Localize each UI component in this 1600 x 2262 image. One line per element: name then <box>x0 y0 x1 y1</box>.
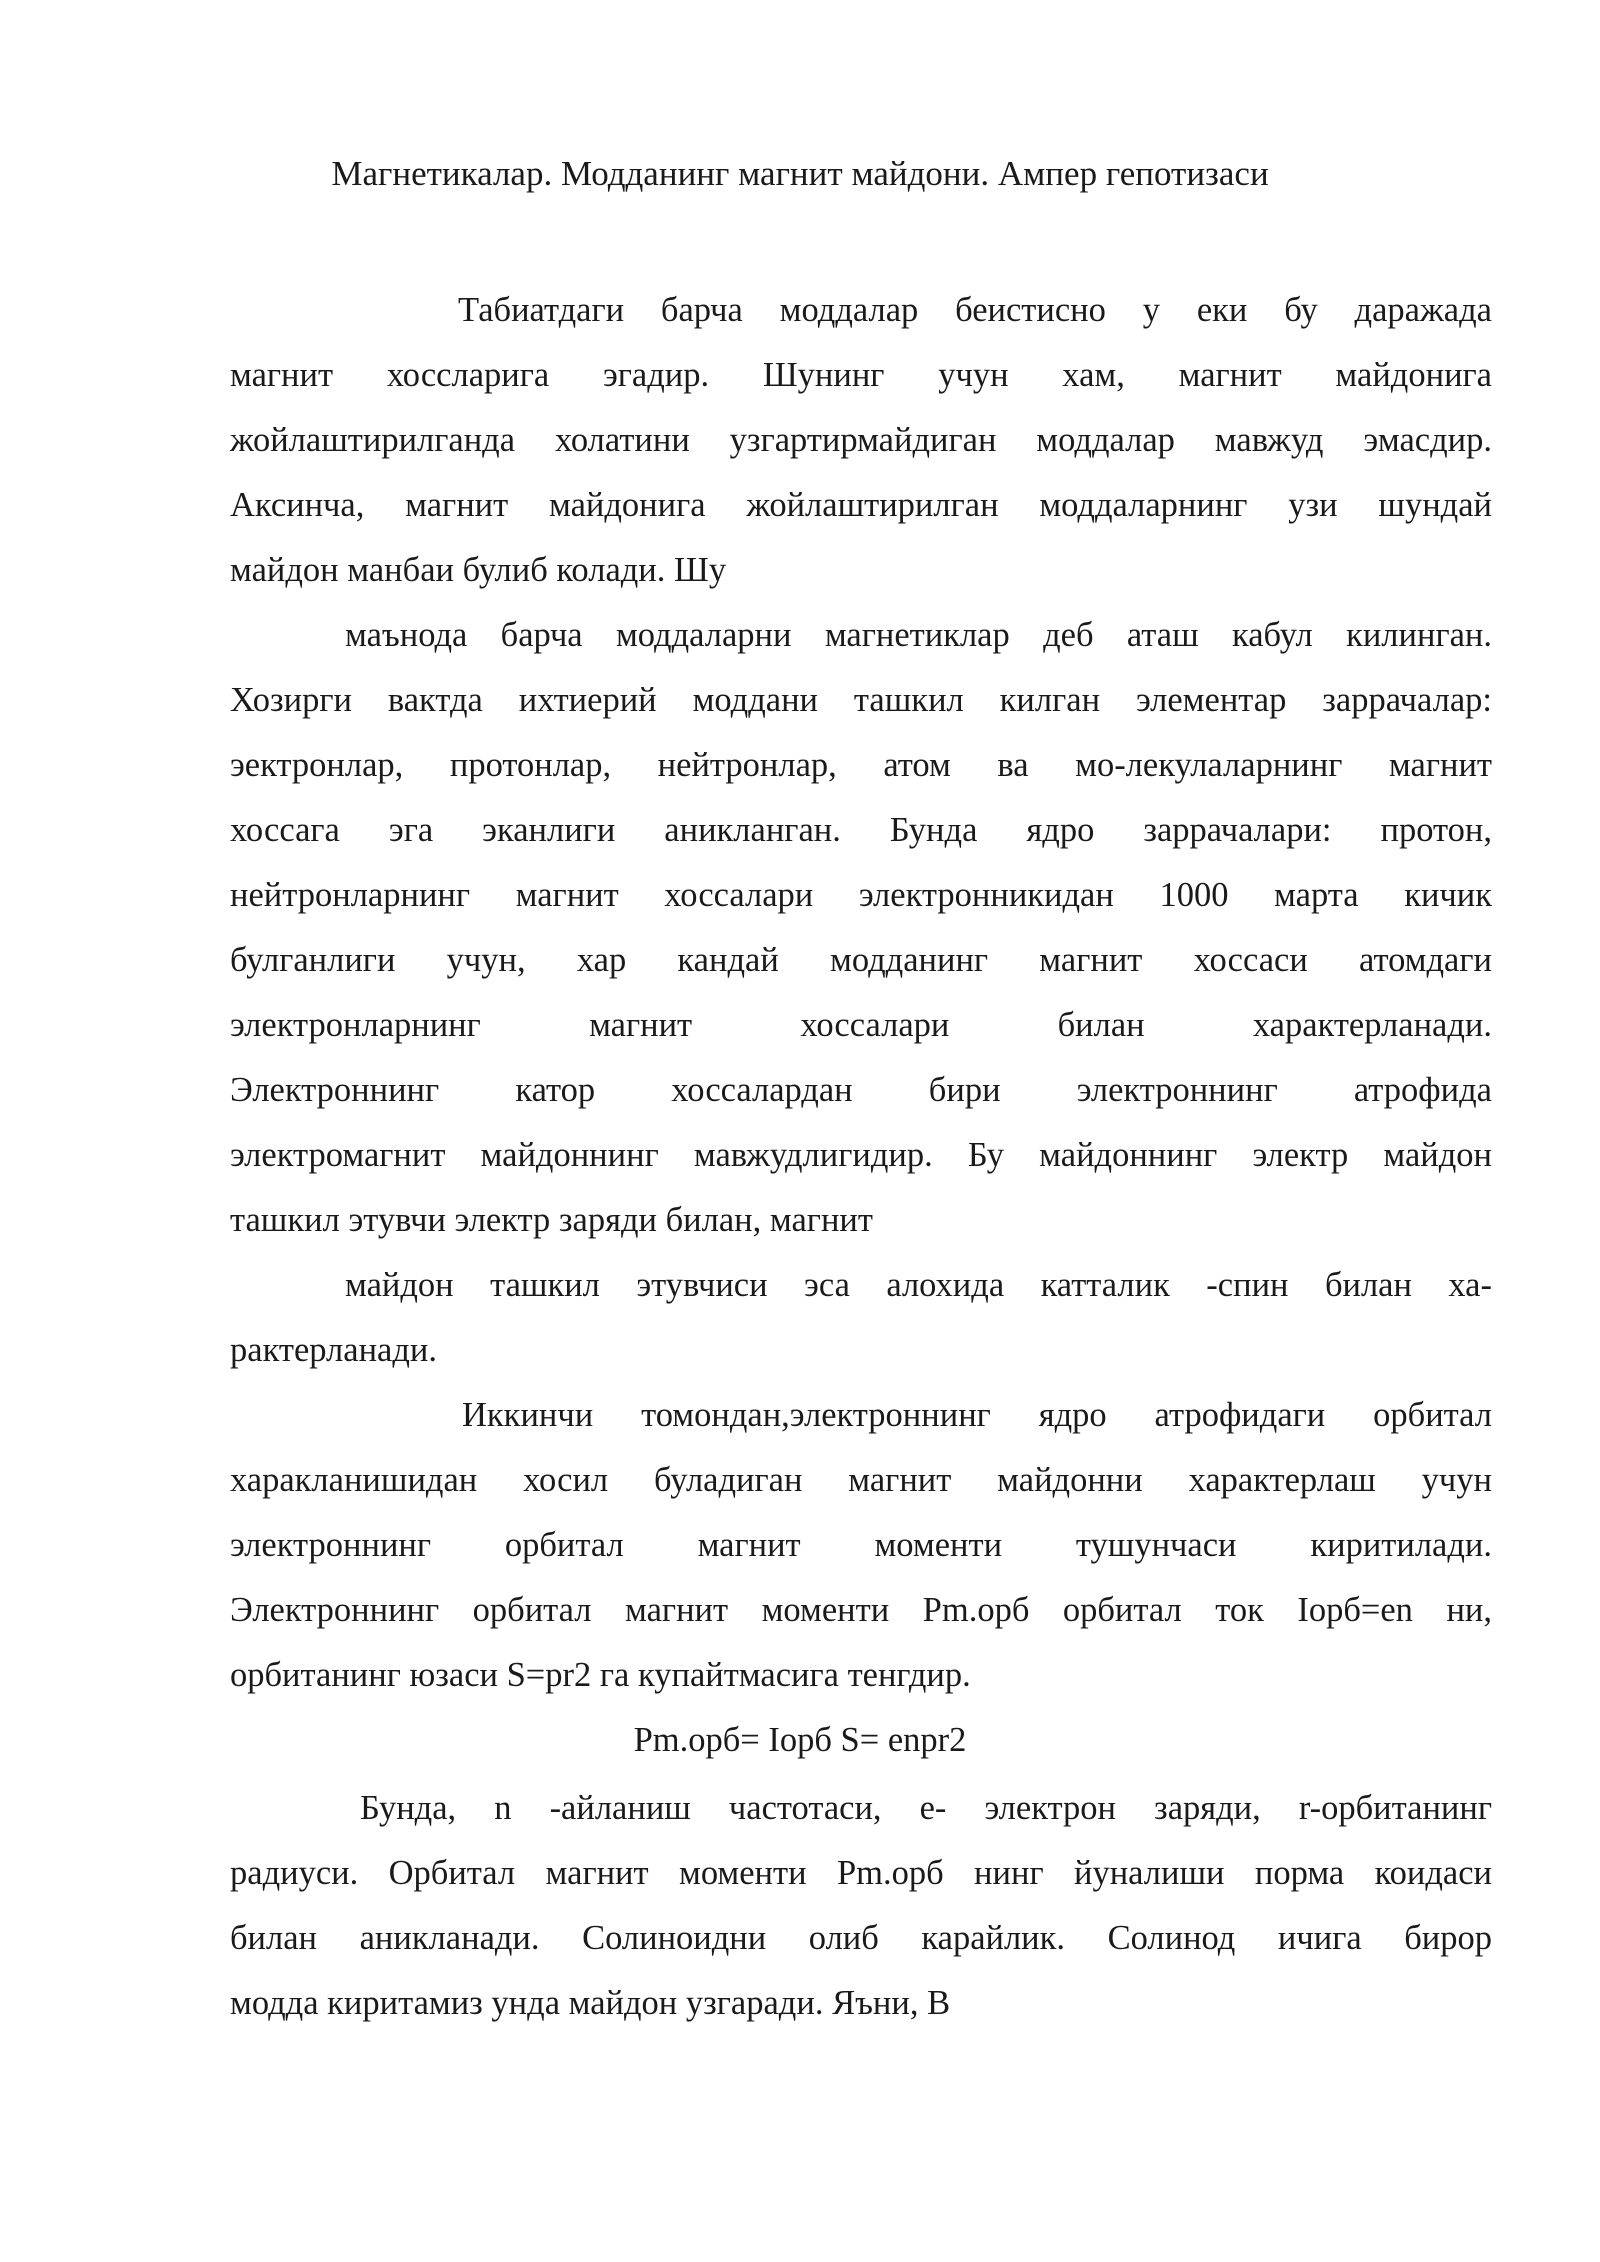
text-line: магнит хоссларига эгадир. Шунинг учун хам, магнит майдонига <box>230 356 1492 394</box>
text-line: электронларнинг магнит хоссалари билан характерланади. <box>230 1006 1492 1044</box>
text-line: булганлиги учун, хар кандай модданинг магнит хоссаси атомдаги <box>230 941 1492 979</box>
text-line: майдон манбаи булиб колади. Шу <box>230 551 727 589</box>
text-line: маънода барча моддаларни магнетиклар деб аташ кабул килинган. <box>345 616 1492 654</box>
text-line: ташкил этувчи электр заряди билан, магнит <box>230 1201 873 1239</box>
text-line: радиуси. Орбитал магнит моменти Pm.орб нинг йуналиши порма коидаси <box>230 1854 1492 1892</box>
formula: Pm.орб= Iорб S= enpr2 <box>633 1721 967 1759</box>
text-line: эектронлар, протонлар, нейтронлар, атом ва мо-лекулаларнинг магнит <box>230 746 1492 784</box>
text-line: нейтронларнинг магнит хоссалари электронникидан 1000 марта кичик <box>230 876 1492 914</box>
text-line: Электроннинг орбитал магнит моменти Pm.орб орбитал ток Iорб=en ни, <box>230 1591 1492 1629</box>
text-line: майдон ташкил этувчиси эса алохида катталик -спин билан ха- <box>345 1266 1492 1304</box>
text-line: Иккинчи томондан,электроннинг ядро атрофидаги орбитал <box>462 1396 1492 1434</box>
text-line: Табиатдаги барча моддалар беистисно у еки бу даражада <box>458 291 1492 329</box>
text-line: хоссага эга эканлиги аникланган. Бунда ядро заррачалари: протон, <box>230 811 1492 849</box>
document-title: Магнетикалар. Модданинг магнит майдони. Ампер гепотизаси <box>331 154 1269 193</box>
text-line: харакланишидан хосил буладиган магнит майдонни характерлаш учун <box>230 1461 1492 1499</box>
text-line: билан аникланади. Солиноидни олиб карайлик. Солинод ичига бирор <box>230 1919 1492 1957</box>
text-line: рактерланади. <box>230 1331 437 1369</box>
text-line: Электроннинг катор хоссалардан бири электроннинг атрофида <box>230 1071 1492 1109</box>
text-line: Бунда, n -айланиш частотаси, е- электрон заряди, r-орбитанинг <box>360 1789 1492 1827</box>
text-line: Хозирги вактда ихтиерий моддани ташкил килган элементар заррачалар: <box>230 681 1492 719</box>
text-line: электромагнит майдоннинг мавжудлигидир. Бу майдоннинг электр майдон <box>230 1136 1492 1174</box>
text-line: жойлаштирилганда холатини узгартирмайдиган моддалар мавжуд эмасдир. <box>230 421 1492 459</box>
text-line: Аксинча, магнит майдонига жойлаштирилган моддаларнинг узи шундай <box>230 486 1492 524</box>
text-line: электроннинг орбитал магнит моменти тушунчаси киритилади. <box>230 1526 1492 1564</box>
text-line: модда киритамиз унда майдон узгаради. Яъни, В <box>230 1984 951 2022</box>
text-line: орбитанинг юзаси S=pr2 га купайтмасига тенгдир. <box>230 1656 971 1694</box>
